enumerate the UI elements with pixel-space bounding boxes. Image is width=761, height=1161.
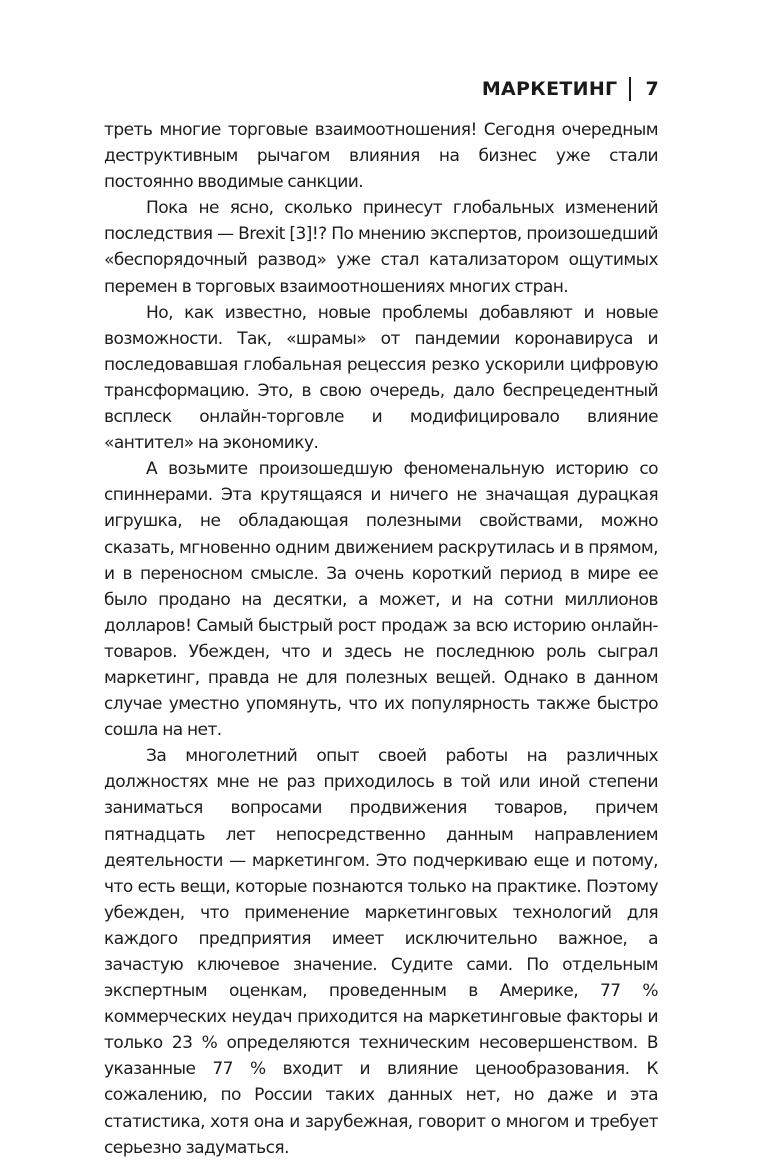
- paragraph-continuation: треть многие торговые взаимоотношения! Сегодня очередным деструктивным рычагом влияния на бизнес уже стали постоянно вводимые санкции.: [104, 120, 658, 193]
- page-number: 7: [645, 78, 659, 100]
- body-text: [104, 117, 658, 1161]
- section-title: МАРКЕТИНГ: [481, 78, 618, 100]
- paragraph-new-opportunities: Но, как известно, новые проблемы добавляют и новые возможности. Так, «шрамы» от пандемии коронавируса и последовавшая глобальная рецессия резко ускорили цифровую трансформацию. Это, в свою очередь, дало беспрецедентный всплеск онлайн-торговле и модифицировало влияние «антител» на экономику.: [104, 302, 658, 454]
- paragraph-spinners: А возьмите произошедшую феноменальную историю со спиннерами. Эта крутящаяся и ничего не значащая дурацкая игрушка, не обладающая полезными свойствами, можно сказать, мгновенно одним движением раскрутилась и в прямом, и в переносном смысле. За очень короткий период в мире ее было продано на десятки, а может, и на сотни миллионов долларов! Самый быстрый рост продаж за всю историю онлайн-товаров. Убежден, что и здесь не последнюю роль сыграл маркетинг, правда не для полезных вещей. Однако в данном случае уместно упомянуть, что их популярность также быстро сошла на нет.: [104, 459, 658, 741]
- paragraph-experience: За многолетний опыт своей работы на различных должностях мне не раз приходилось в той или иной степени заниматься вопросами продвижения товаров, причем пятнадцать лет непосредственно данным направлением деятельности — маркетингом. Это подчеркиваю еще и потому, что есть вещи, которые познаются только на практике. Поэтому убежден, что применение маркетинговых технологий для каждого предприятия имеет исключительно важное, а зачастую ключевое значение. Судите сами. По отдельным экспертным оценкам, проведенным в Америке, 77 % коммерческих неудач приходится на маркетинговые факторы и только 23 % определяются техническим несовершенством. В указанные 77 % входит и влияние ценообразования. К сожалению, по России таких данных нет, но даже и эта статистика, хотя она и зарубежная, говорит о многом и требует серьезно задуматься.: [104, 746, 658, 1158]
- paragraph-brexit: Пока не ясно, сколько принесут глобальных изменений последствия — Brexit [3]!? По мнению экспертов, произошедший «беспорядочный развод» уже стал катализатором ощутимых перемен в торговых взаимоотношениях многих стран.: [104, 198, 658, 297]
- running-header: [482, 74, 659, 104]
- header-divider: [629, 77, 631, 101]
